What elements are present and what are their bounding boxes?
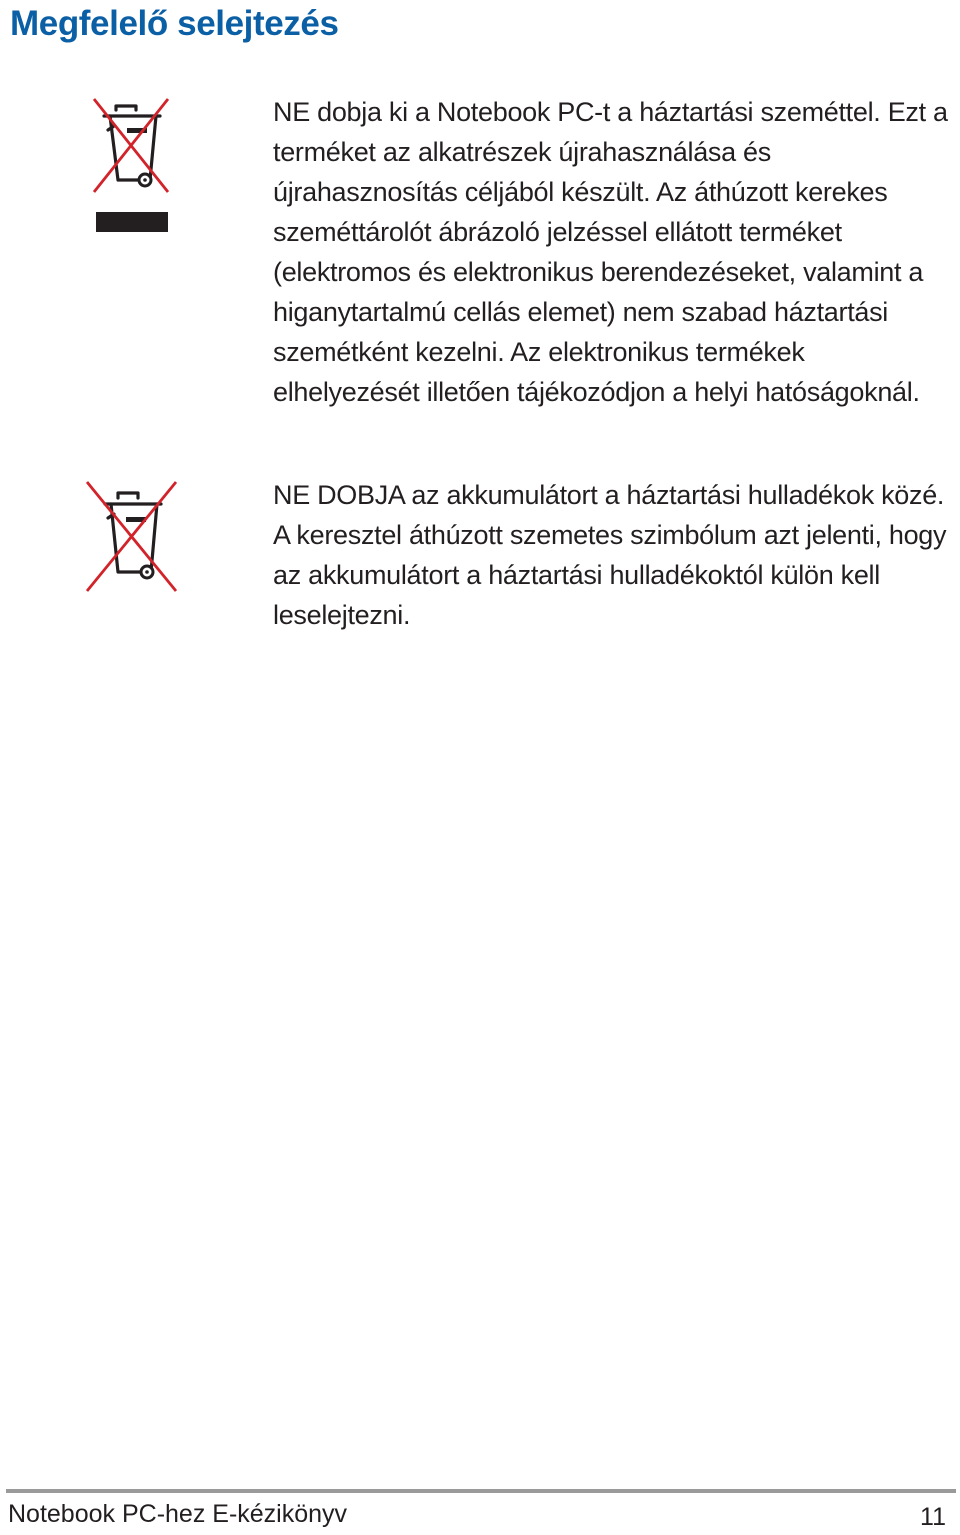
battery-bin-icon [84, 480, 182, 594]
weee-bin-icon [88, 94, 176, 236]
footer-manual-title: Notebook PC-hez E-kézikönyv [8, 1500, 348, 1528]
paragraph-disposal-notebook: NE dobja ki a Notebook PC-t a háztartási szeméttel. Ezt a terméket az alkatrészek újrahasználása és újrahasznosítás céljából készült. Az áthúzott kerekes szeméttárolót ábrázoló jelzéssel ellátott terméket (elektromos és elektronikus berendezéseket, valamint a higanytartalmú cellás elemet) nem szabad háztartási szemétként kezelni. Az elektronikus termékek elhelyezését illetően tájékozódjon a helyi hatóságoknál. [273, 97, 948, 407]
page-title: Megfelelő selejtezés [10, 4, 339, 43]
page-number: 11 [920, 1503, 946, 1531]
paragraph-disposal-battery: NE DOBJA az akkumulátort a háztartási hulladékok közé. A keresztel áthúzott szemetes szimbólum azt jelenti, hogy az akkumulátort a háztartási hulladékoktól külön kell leselejtezni. [273, 480, 947, 630]
footer-divider [6, 1489, 956, 1493]
